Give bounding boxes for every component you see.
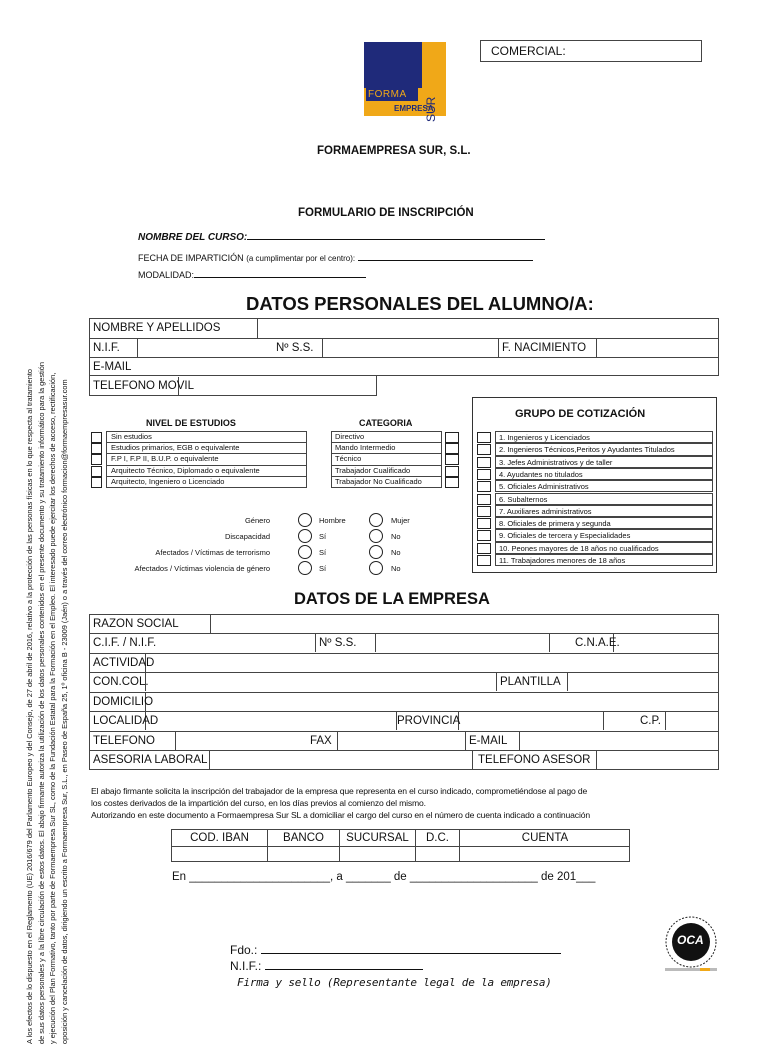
cotizacion-title: GRUPO DE COTIZACIÓN [515,408,646,420]
studies-checkbox[interactable] [91,432,102,443]
birth-field[interactable] [597,339,719,357]
email-label: E-MAIL [93,361,132,373]
personal-table [89,318,719,376]
radio-question: Afectados / Víctimas violencia de género [134,564,270,573]
category-title: CATEGORIA [359,418,413,428]
cotizacion-checkbox[interactable] [477,469,491,480]
company-name: FORMAEMPRESA SUR, S.L. [317,145,471,157]
banco-label: BANCO [268,830,340,846]
cuenta-field[interactable] [460,847,630,862]
domicilio-field[interactable] [146,693,719,711]
studies-option: Arquitecto, Ingeniero o Licenciado [111,477,225,486]
legal-line: los costes derivados de la impartición del curso, en los días previos al comienzo del mismo. [91,798,426,808]
dc-field[interactable] [416,847,460,862]
nif-label: N.I.F. [90,339,138,357]
cotizacion-option: 7. Auxiliares administrativos [495,505,713,517]
cotizacion-checkbox[interactable] [477,481,491,492]
cp-label: C.P. [604,712,666,730]
radio-option-2[interactable] [369,561,383,575]
cotizacion-checkbox[interactable] [477,555,491,566]
plantilla-field[interactable] [568,673,719,691]
bank-table [171,829,630,862]
birth-label: F. NACIMIENTO [499,339,597,357]
actividad-field[interactable] [146,654,719,672]
cnae-field[interactable] [614,634,719,652]
cotizacion-checkbox[interactable] [477,432,491,443]
cif-label: C.I.F. / N.I.F. [93,637,157,649]
radio-option-1-label: Sí [319,532,327,541]
provincia-field[interactable] [459,712,604,730]
cotizacion-checkbox[interactable] [477,506,491,517]
cotizacion-option: 10. Peones mayores de 18 años no cualificados [495,542,713,554]
category-option: Directivo [335,432,365,441]
plantilla-label: PLANTILLA [497,673,568,691]
radio-option-1[interactable] [298,513,312,527]
phone-label: TELEFONO MOVIL [90,377,179,396]
sucursal-label: SUCURSAL [340,830,416,846]
category-checkbox[interactable] [445,477,459,488]
fdo-label: Fdo.: [230,943,258,957]
nss-field[interactable] [376,634,550,652]
razon-label: RAZON SOCIAL [90,615,211,633]
cotizacion-checkbox[interactable] [477,543,491,554]
form-title: FORMULARIO DE INSCRIPCIÓN [298,207,474,219]
radio-option-1-label: Sí [319,548,327,557]
signature-caption: Firma y sello (Representante legal de la empresa) [237,976,552,989]
studies-option: Sin estudios [111,432,152,441]
course-modality-label: MODALIDAD: [138,270,195,280]
radio-option-1-label: Hombre [319,516,346,525]
comercial-box[interactable] [480,40,702,62]
asesoria-field[interactable] [210,751,473,770]
radio-option-1[interactable] [298,561,312,575]
phone-row [89,375,377,396]
name-field[interactable] [258,319,719,338]
cotizacion-checkbox[interactable] [477,457,491,468]
cotizacion-option: 1. Ingenieros y Licenciados [495,431,713,443]
cotizacion-panel [472,397,717,573]
company-title: DATOS DE LA EMPRESA [294,590,490,608]
course-name-row[interactable] [138,229,545,243]
company-table [89,614,719,770]
tel-asesor-field[interactable] [597,751,719,770]
studies-checkbox[interactable] [91,443,102,454]
formaempresa-logo: FORMA SUR EMPRESA [364,42,446,116]
nss-label: Nº S.S. [273,339,323,357]
tel-asesor-label: TELEFONO ASESOR [473,751,597,770]
data-protection-notice [24,44,72,1044]
legal-text [91,785,731,821]
cotizacion-option: 11. Trabajadores menores de 18 años [495,554,713,566]
radio-option-2-label: No [391,532,401,541]
fax-label: FAX [307,732,338,750]
place-date-line[interactable]: En ______________________, a _______ de ____________________ de 201___ [172,871,596,883]
legal-line: Autorizando en este documento a Formaempresa Sur SL a domiciliar el cargo del curso en el número de cuenta indicado a continuación [91,810,590,820]
cotizacion-option: 4. Ayudantes no titulados [495,468,713,480]
notice-line: y ejecución del Plan Formativo, tanto por parte de Formaempresa Sur SL, como de la Fundación Estatal para la Formación en el Empleo. El interesado puede ejercitar los derechos de acceso, rectificación, [48,372,57,1044]
studies-checkbox[interactable] [91,454,102,465]
notice-line: A los efectos de lo dispuesto en el Reglamento (UE) 2016/679 del Parlamento Europeo y del Consejo, de 27 de abril de 2016, relativo a la protección de las personas físicas en lo que respecta al tratamiento [25,368,34,1044]
email-field[interactable] [520,732,719,750]
category-checkbox[interactable] [445,432,459,443]
dc-label: D.C. [416,830,460,846]
category-checkbox[interactable] [445,466,459,477]
radio-option-2[interactable] [369,513,383,527]
course-date-row[interactable] [138,250,533,263]
radio-option-2-label: Mujer [391,516,410,525]
radio-option-1-label: Sí [319,564,327,573]
category-option: Trabajador No Cualificado [335,477,422,486]
localidad-field[interactable] [146,712,397,730]
studies-title: NIVEL DE ESTUDIOS [146,418,236,428]
cotizacion-option: 8. Oficiales de primera y segunda [495,517,713,529]
actividad-label: ACTIVIDAD [90,654,146,672]
oca-certification-seal: OCA [660,916,722,974]
banco-field[interactable] [268,847,340,862]
course-date-label: FECHA DE IMPARTICIÓN [138,253,244,263]
provincia-label: PROVINCIA [397,712,459,730]
radio-option-2-label: No [391,548,401,557]
course-modality-row[interactable] [138,267,366,280]
localidad-label: LOCALIDAD [90,712,146,730]
concol-label: CON.COL. [90,673,146,691]
cotizacion-option: 3. Jefes Administrativos y de taller [495,456,713,468]
cotizacion-checkbox[interactable] [477,494,491,505]
razon-field[interactable] [211,615,719,633]
category-option: Mando Intermedio [335,443,396,452]
cuenta-label: CUENTA [521,832,569,844]
phone-field[interactable] [179,377,377,396]
radio-option-1[interactable] [298,545,312,559]
studies-option: Estudios primarios, EGB o equivalente [111,443,240,452]
radio-block [90,513,430,583]
domicilio-label: DOMICILIO [90,693,146,711]
sig-nif-label: N.I.F.: [230,959,262,973]
personal-title: DATOS PERSONALES DEL ALUMNO/A: [246,293,594,314]
studies-option: F.P I, F.P II, B.U.P. o equivalente [111,454,219,463]
cotizacion-option: 5. Oficiales Administrativos [495,480,713,492]
radio-option-1[interactable] [298,529,312,543]
cotizacion-option: 6. Subalternos [495,493,713,505]
category-checkbox[interactable] [445,443,459,454]
radio-question: Afectados / Víctimas de terrorismo [155,548,270,557]
cotizacion-option: 9. Oficiales de tercera y Especialidades [495,529,713,541]
category-checkbox[interactable] [445,454,459,465]
cotizacion-checkbox[interactable] [477,518,491,529]
notice-line: de sus datos personales y a la libre circulación de estos datos. El abajo firmante autoriza la utilización de los datos personales contenidos en el presente documento y su tratamiento informático para la gestión [36,362,46,1044]
studies-checkbox[interactable] [91,477,102,488]
radio-question: Género [244,516,270,525]
telefono-field[interactable] [176,732,307,750]
radio-option-2-label: No [391,564,401,573]
signature-block[interactable] [230,943,561,973]
nss-field[interactable] [323,339,499,357]
cotizacion-checkbox[interactable] [477,444,491,455]
cnae-label: C.N.A.E. [550,634,614,652]
concol-field[interactable] [146,673,497,691]
category-option: Trabajador Cualificado [335,466,411,475]
sucursal-field[interactable] [340,847,416,862]
cotizacion-option: 2. Ingenieros Técnicos,Peritos y Ayudantes Titulados [495,443,713,455]
studies-option: Arquitecto Técnico, Diplomado o equivalente [111,466,260,475]
nif-field[interactable] [138,339,273,357]
legal-line: El abajo firmante solicita la inscripción del trabajador de la empresa que representa en el curso indicado, comprometiéndose al pago de [91,786,588,796]
fax-field[interactable] [338,732,465,750]
iban-field[interactable] [172,847,268,862]
nss-label: Nº S.S. [315,634,376,652]
notice-line: oposición y cancelación de datos, dirigiendo un escrito a Formaempresa Sur, S.L., en Paseo de España 25, 1º oficina B - 23009 (Jaén) o a través del correo electrónico formacion@formaempresasur.com [59,379,69,1044]
telefono-label: TELEFONO [90,732,176,750]
name-label: NOMBRE Y APELLIDOS [90,319,258,338]
comercial-label: COMERCIAL: [491,44,566,58]
studies-checkbox[interactable] [91,466,102,477]
radio-option-2[interactable] [369,529,383,543]
course-date-note: (a cumplimentar por el centro): [246,254,356,263]
asesoria-label: ASESORIA LABORAL [90,751,210,770]
course-name-label: NOMBRE DEL CURSO: [138,232,248,243]
cotizacion-checkbox[interactable] [477,530,491,541]
radio-question: Discapacidad [224,532,270,541]
radio-option-2[interactable] [369,545,383,559]
cp-field[interactable] [666,712,719,730]
category-option: Técnico [335,454,362,463]
email-label: E-MAIL [465,732,520,750]
iban-label: COD. IBAN [172,830,268,846]
